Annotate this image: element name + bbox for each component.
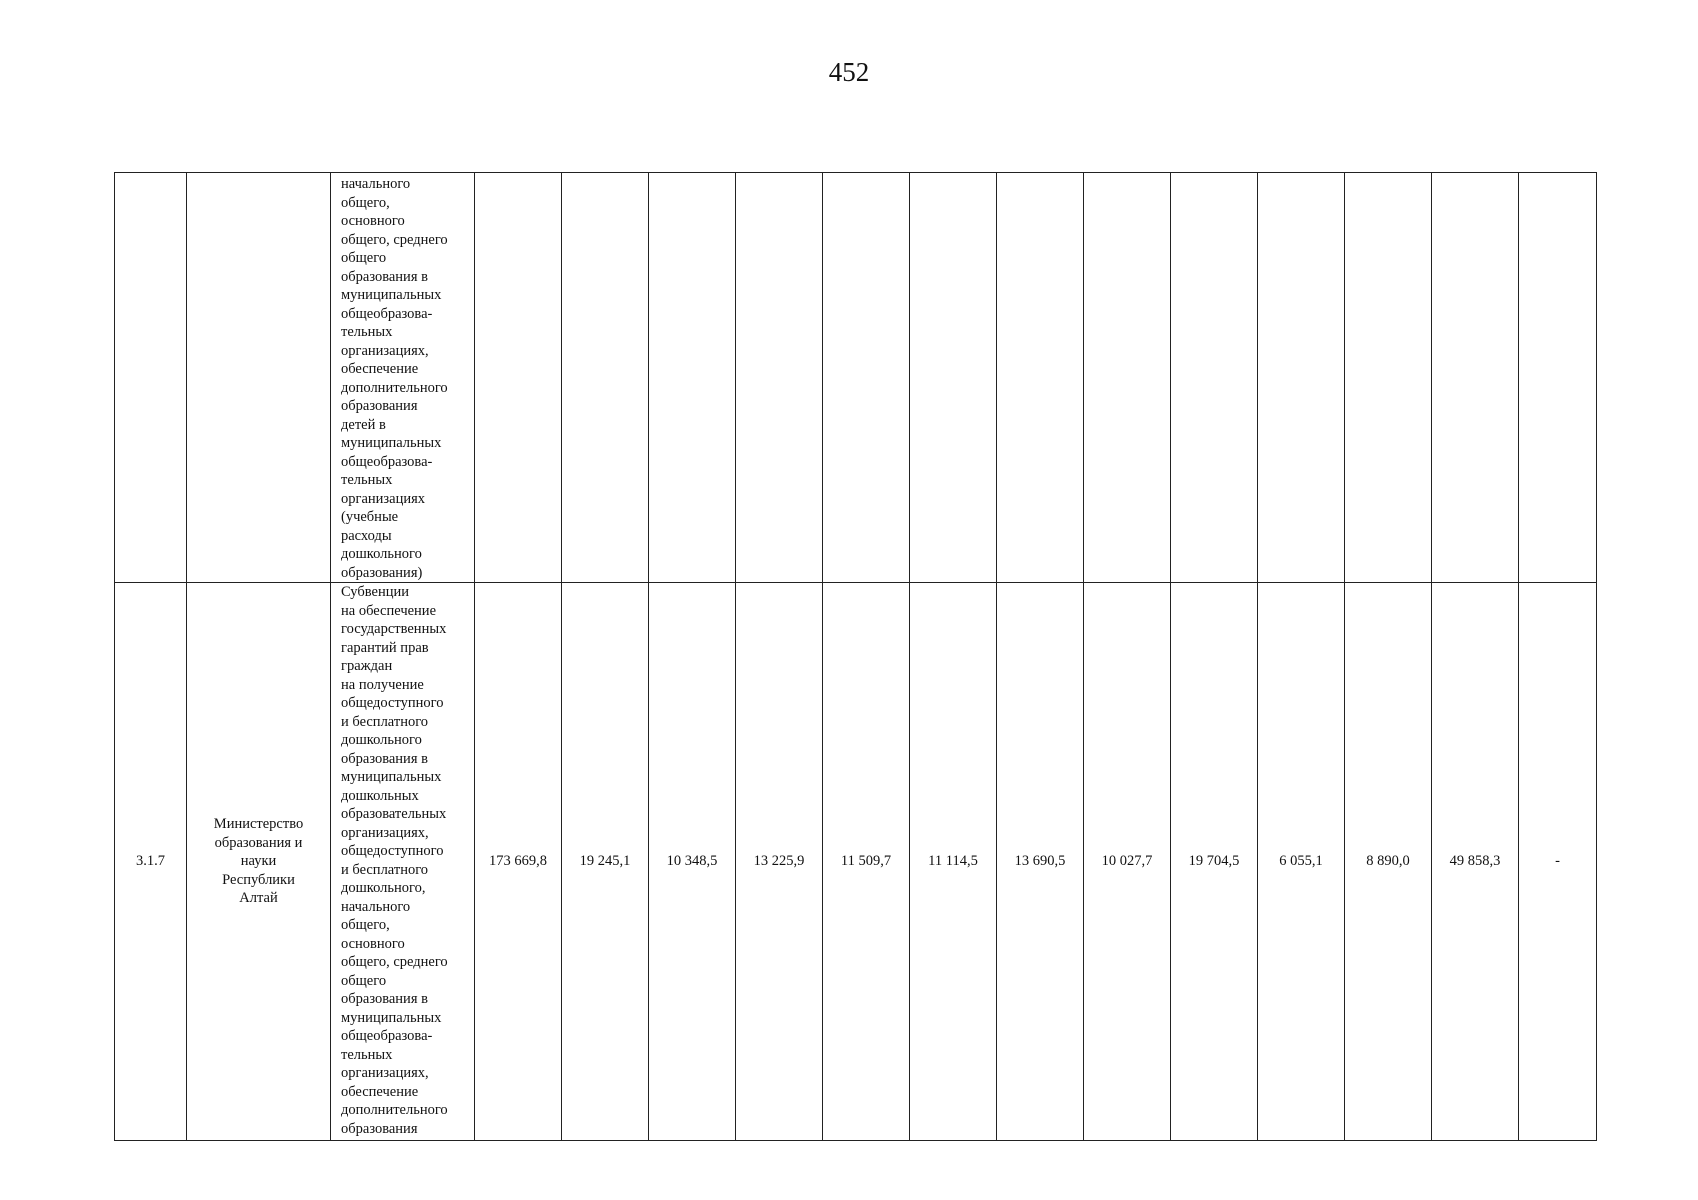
- value-cell-empty: [910, 173, 997, 583]
- page-number: 452: [828, 57, 870, 87]
- value-cell: 8 890,0: [1345, 583, 1432, 1141]
- value-cell-empty: [1084, 173, 1171, 583]
- value-cell-empty: [1519, 173, 1597, 583]
- table-row-continued: [115, 173, 1597, 583]
- value-cell: 13 225,9: [736, 583, 823, 1141]
- value-cell-empty: [1258, 173, 1345, 583]
- organization-cell-empty: [187, 173, 331, 583]
- value-cell: 19 245,1: [562, 583, 649, 1141]
- code-cell-empty: [115, 173, 187, 583]
- code-cell: 3.1.7: [115, 583, 187, 1141]
- value-cell-empty: [1432, 173, 1519, 583]
- value-cell: 13 690,5: [997, 583, 1084, 1141]
- value-cell: 10 348,5: [649, 583, 736, 1141]
- value-cell-total: 173 669,8: [475, 583, 562, 1141]
- value-cell-last: -: [1519, 583, 1597, 1141]
- value-cell: 19 704,5: [1171, 583, 1258, 1141]
- description-cell-continued: начального общего, основного общего, среднего общего образования в муниципальных общеобразова- тельных организациях, обеспечение дополнительного образования детей в муниципальных общеобразова- тельных организациях (учебные расходы дошкольного образования): [331, 173, 475, 583]
- budget-table: [114, 172, 1597, 1141]
- value-cell-empty: [1171, 173, 1258, 583]
- value-cell-empty: [562, 173, 649, 583]
- value-cell-empty: [1345, 173, 1432, 583]
- value-cell: 49 858,3: [1432, 583, 1519, 1141]
- value-cell: 6 055,1: [1258, 583, 1345, 1141]
- value-cell-empty: [736, 173, 823, 583]
- description-cell: Субвенции на обеспечение государственных гарантий прав граждан на получение общедоступного и бесплатного дошкольного образования в муниципальных дошкольных образовательных организациях, общедоступного и бесплатного дошкольного, начального общего, основного общего, среднего общего образования в муниципальных общеобразова- тельных организациях, обеспечение дополнительного образования: [331, 583, 475, 1141]
- table-row-3-1-7: [115, 583, 1597, 1141]
- value-cell: 10 027,7: [1084, 583, 1171, 1141]
- value-cell-empty: [823, 173, 910, 583]
- value-cell: 11 509,7: [823, 583, 910, 1141]
- value-cell-empty: [475, 173, 562, 583]
- organization-cell: Министерство образования и науки Республики Алтай: [187, 583, 331, 1141]
- value-cell-empty: [649, 173, 736, 583]
- value-cell: 11 114,5: [910, 583, 997, 1141]
- value-cell-empty: [997, 173, 1084, 583]
